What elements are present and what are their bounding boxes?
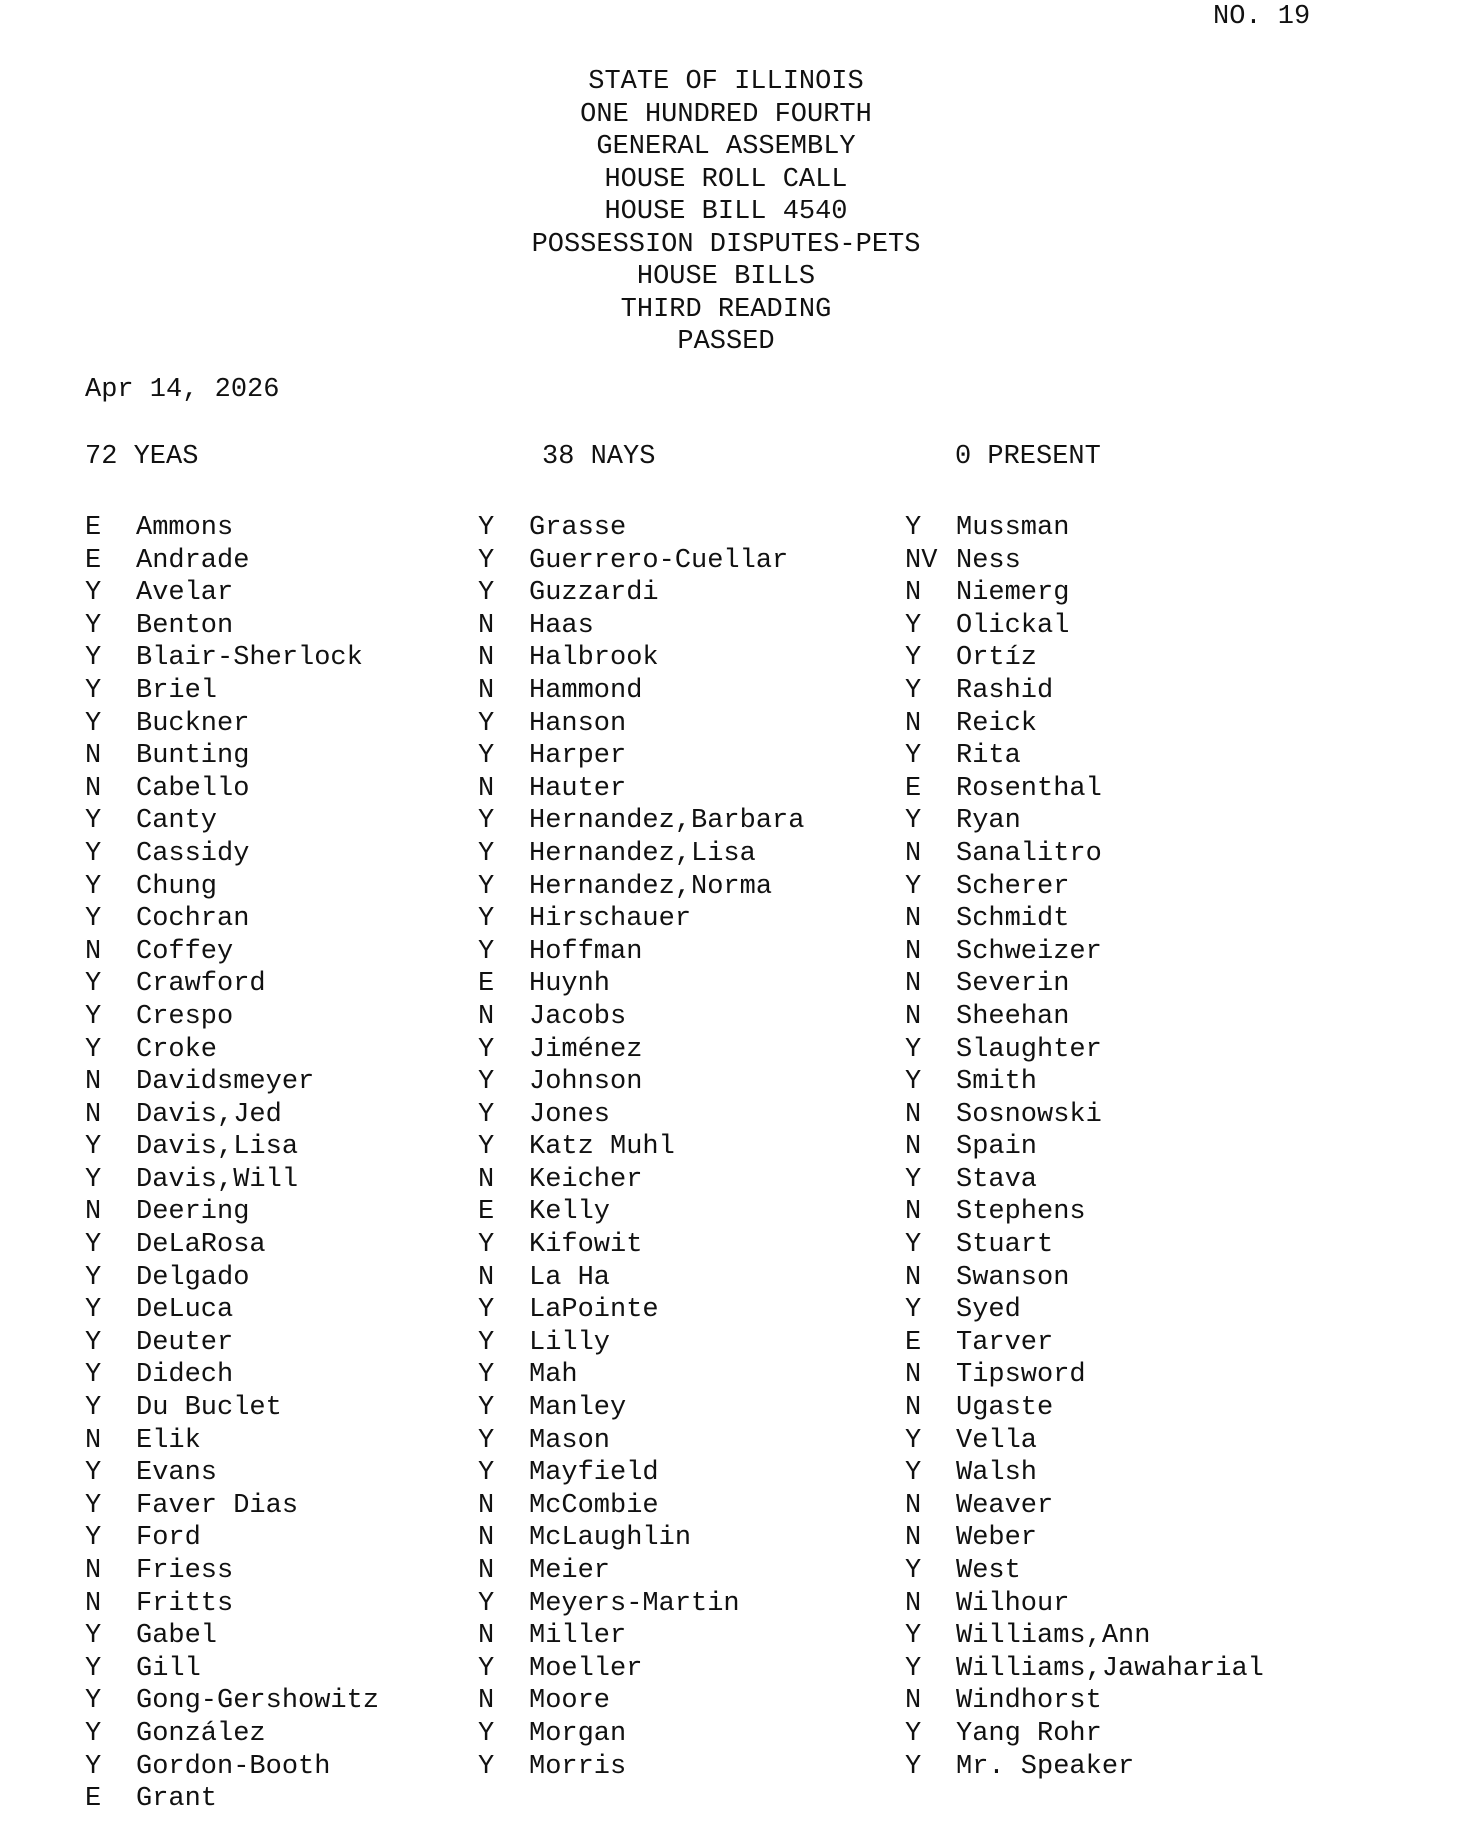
member-name: Benton: [136, 610, 234, 641]
vote-code: Y: [85, 871, 102, 902]
member-name: Cabello: [136, 773, 250, 804]
member-name: Reick: [956, 708, 1038, 739]
vote-code: E: [478, 1197, 495, 1228]
member-name: Rita: [956, 741, 1021, 772]
member-name: Andrade: [136, 545, 250, 576]
vote-code: N: [905, 1099, 922, 1130]
vote-code: N: [85, 936, 102, 967]
vote-code: N: [85, 773, 102, 804]
vote-code: Y: [85, 1621, 102, 1652]
vote-code: Y: [905, 1425, 922, 1456]
vote-code: N: [478, 1621, 495, 1652]
member-name: LaPointe: [529, 1295, 659, 1326]
vote-code: N: [478, 773, 495, 804]
member-name: Syed: [956, 1295, 1021, 1326]
member-name: Meyers-Martin: [529, 1588, 740, 1619]
vote-code: N: [905, 1490, 922, 1521]
vote-code: N: [905, 1197, 922, 1228]
vote-code: Y: [85, 1360, 102, 1391]
vote-code: N: [85, 741, 102, 772]
member-name: DeLuca: [136, 1295, 234, 1326]
present-count: 0 PRESENT: [955, 442, 1101, 472]
member-name: Crawford: [136, 969, 266, 1000]
member-name: Davis,Will: [136, 1164, 299, 1195]
vote-code: Y: [85, 1262, 102, 1293]
member-name: Katz Muhl: [529, 1132, 675, 1163]
vote-code: Y: [85, 1164, 102, 1195]
vote-code: Y: [85, 1718, 102, 1749]
member-name: Hirschauer: [529, 904, 692, 935]
member-name: Tipsword: [956, 1360, 1086, 1391]
vote-code: N: [478, 1490, 495, 1521]
vote-code: N: [905, 838, 922, 869]
vote-code: N: [905, 578, 922, 609]
member-name: Olickal: [956, 610, 1070, 641]
vote-code: Y: [478, 936, 495, 967]
member-name: Morgan: [529, 1718, 627, 1749]
vote-code: Y: [905, 871, 922, 902]
vote-code: N: [85, 1588, 102, 1619]
vote-code: Y: [85, 1034, 102, 1065]
yeas-count: 72 YEAS: [85, 442, 199, 472]
member-name: Jiménez: [529, 1034, 643, 1065]
member-name: Ness: [956, 545, 1021, 576]
vote-code: E: [85, 545, 102, 576]
member-name: Ford: [136, 1523, 201, 1554]
vote-code: E: [85, 1784, 102, 1815]
vote-code: Y: [478, 708, 495, 739]
member-name: Hauter: [529, 773, 627, 804]
member-name: Evans: [136, 1458, 218, 1489]
vote-code: Y: [478, 1360, 495, 1391]
member-name: Schweizer: [956, 936, 1102, 967]
member-name: Rosenthal: [956, 773, 1102, 804]
vote-code: Y: [905, 643, 922, 674]
document-number: NO. 19: [1213, 2, 1311, 32]
member-name: Faver Dias: [136, 1490, 299, 1521]
member-name: Mason: [529, 1425, 611, 1456]
nays-count: 38 NAYS: [542, 442, 656, 472]
member-name: Stephens: [956, 1197, 1086, 1228]
member-name: Moeller: [529, 1653, 643, 1684]
vote-code: N: [905, 1360, 922, 1391]
vote-code: Y: [85, 969, 102, 1000]
vote-code: Y: [478, 741, 495, 772]
member-name: Spain: [956, 1132, 1038, 1163]
vote-code: N: [905, 1132, 922, 1163]
vote-code: Y: [478, 871, 495, 902]
vote-code: Y: [905, 1230, 922, 1261]
member-name: Wilhour: [956, 1588, 1070, 1619]
roll-call-header: [0, 66, 1452, 359]
vote-code: Y: [478, 1132, 495, 1163]
member-name: Morris: [529, 1751, 627, 1782]
vote-code: Y: [85, 1751, 102, 1782]
vote-code: Y: [905, 513, 922, 543]
member-name: Harper: [529, 741, 627, 772]
vote-code: Y: [478, 1458, 495, 1489]
vote-code: Y: [85, 1001, 102, 1032]
vote-code: Y: [905, 675, 922, 706]
vote-code: Y: [85, 1490, 102, 1521]
member-name: Weaver: [956, 1490, 1054, 1521]
vote-code: Y: [478, 1034, 495, 1065]
member-name: West: [956, 1556, 1021, 1586]
vote-code: NV: [905, 545, 938, 576]
member-name: Hernandez,Barbara: [529, 806, 805, 837]
vote-code: Y: [85, 1230, 102, 1261]
vote-code: Y: [905, 1067, 922, 1098]
member-name: Hammond: [529, 675, 643, 706]
member-name: Davidsmeyer: [136, 1067, 315, 1098]
vote-code: Y: [85, 806, 102, 837]
vote-code: Y: [478, 1751, 495, 1782]
member-name: Du Buclet: [136, 1393, 282, 1424]
member-name: Davis,Jed: [136, 1099, 282, 1130]
vote-code: Y: [85, 1132, 102, 1163]
member-name: Friess: [136, 1556, 234, 1586]
vote-code: Y: [478, 1393, 495, 1424]
vote-code: Y: [85, 1393, 102, 1424]
member-name: Cochran: [136, 904, 250, 935]
member-name: Hoffman: [529, 936, 643, 967]
member-name: Smith: [956, 1067, 1038, 1098]
member-name: Jacobs: [529, 1001, 627, 1032]
vote-code: N: [478, 1556, 495, 1586]
member-name: Briel: [136, 675, 218, 706]
vote-code: Y: [478, 1067, 495, 1098]
vote-code: N: [85, 1067, 102, 1098]
member-name: Sanalitro: [956, 838, 1102, 869]
vote-code: Y: [478, 1099, 495, 1130]
vote-code: N: [85, 1556, 102, 1586]
member-name: DeLaRosa: [136, 1230, 266, 1261]
vote-code: Y: [905, 1458, 922, 1489]
member-name: Vella: [956, 1425, 1038, 1456]
header-assembly-number: ONE HUNDRED FOURTH: [580, 99, 872, 130]
member-name: Mr. Speaker: [956, 1751, 1135, 1782]
member-name: Sosnowski: [956, 1099, 1102, 1130]
member-name: McLaughlin: [529, 1523, 692, 1554]
member-name: Niemerg: [956, 578, 1070, 609]
header-bill-title: POSSESSION DISPUTES-PETS: [531, 229, 921, 260]
member-name: Coffey: [136, 936, 234, 967]
vote-code: E: [478, 969, 495, 1000]
vote-code: Y: [85, 578, 102, 609]
vote-code: Y: [478, 1327, 495, 1358]
member-name: Mussman: [956, 513, 1070, 543]
member-name: Kifowit: [529, 1230, 643, 1261]
vote-code: N: [85, 1197, 102, 1228]
member-name: Fritts: [136, 1588, 234, 1619]
vote-code: N: [478, 1523, 495, 1554]
member-name: Miller: [529, 1621, 627, 1652]
header-roll-call: HOUSE ROLL CALL: [604, 164, 848, 195]
vote-code: N: [905, 1588, 922, 1619]
header-bill-type: HOUSE BILLS: [636, 262, 816, 292]
header-general-assembly: GENERAL ASSEMBLY: [596, 132, 856, 162]
member-name: Crespo: [136, 1001, 234, 1032]
member-name: Ortíz: [956, 643, 1038, 674]
vote-code: N: [905, 969, 922, 1000]
member-name: Ryan: [956, 806, 1021, 837]
vote-code: N: [905, 708, 922, 739]
member-name: Slaughter: [956, 1034, 1102, 1065]
member-name: Deuter: [136, 1327, 234, 1358]
vote-code: Y: [478, 545, 495, 576]
member-name: Guzzardi: [529, 578, 659, 609]
member-name: Stava: [956, 1164, 1038, 1195]
member-name: Gill: [136, 1653, 201, 1684]
member-name: Williams,Ann: [956, 1621, 1151, 1652]
vote-code: Y: [905, 1621, 922, 1652]
vote-code: Y: [905, 1295, 922, 1326]
header-state: STATE OF ILLINOIS: [588, 67, 864, 97]
member-name: Cassidy: [136, 838, 250, 869]
vote-code: Y: [905, 610, 922, 641]
member-name: Ugaste: [956, 1393, 1054, 1424]
member-name: Hanson: [529, 708, 627, 739]
member-name: Keicher: [529, 1164, 643, 1195]
member-name: Ammons: [136, 513, 234, 543]
vote-code: Y: [85, 1653, 102, 1684]
member-name: Hernandez,Lisa: [529, 838, 756, 869]
member-name: Gordon-Booth: [136, 1751, 331, 1782]
member-name: Scherer: [956, 871, 1070, 902]
member-name: Haas: [529, 610, 594, 641]
member-name: Meier: [529, 1556, 611, 1586]
member-name: Mah: [529, 1360, 578, 1391]
member-name: Jones: [529, 1099, 611, 1130]
vote-code: Y: [905, 1751, 922, 1782]
member-name: Rashid: [956, 675, 1054, 706]
member-name: Walsh: [956, 1458, 1038, 1489]
vote-code: N: [905, 1393, 922, 1424]
member-name: La Ha: [529, 1262, 611, 1293]
header-result: PASSED: [677, 327, 775, 357]
vote-code: Y: [905, 1556, 922, 1586]
member-name: Swanson: [956, 1262, 1070, 1293]
vote-code: N: [478, 1262, 495, 1293]
vote-code: Y: [478, 806, 495, 837]
vote-code: Y: [905, 1653, 922, 1684]
member-name: Yang Rohr: [956, 1718, 1102, 1749]
vote-code: Y: [85, 643, 102, 674]
member-name: Canty: [136, 806, 218, 837]
vote-code: N: [905, 904, 922, 935]
member-name: Hernandez,Norma: [529, 871, 773, 902]
member-name: Sheehan: [956, 1001, 1070, 1032]
header-bill-number: HOUSE BILL 4540: [604, 197, 848, 227]
vote-code: N: [478, 643, 495, 674]
member-name: Windhorst: [956, 1686, 1102, 1717]
member-name: Weber: [956, 1523, 1038, 1554]
member-name: Buckner: [136, 708, 250, 739]
vote-code: N: [85, 1425, 102, 1456]
vote-code: Y: [478, 1425, 495, 1456]
member-name: Manley: [529, 1393, 627, 1424]
member-name: McCombie: [529, 1490, 659, 1521]
vote-code: N: [478, 675, 495, 706]
vote-code: Y: [478, 838, 495, 869]
vote-code: N: [478, 1001, 495, 1032]
member-name: Deering: [136, 1197, 250, 1228]
vote-code: Y: [85, 1327, 102, 1358]
member-name: Guerrero-Cuellar: [529, 545, 789, 576]
vote-code: N: [905, 1262, 922, 1293]
vote-code: Y: [85, 1458, 102, 1489]
member-name: Schmidt: [956, 904, 1070, 935]
member-name: Chung: [136, 871, 218, 902]
vote-code: N: [478, 610, 495, 641]
member-name: Croke: [136, 1034, 218, 1065]
vote-code: N: [478, 1164, 495, 1195]
vote-code: Y: [478, 578, 495, 609]
vote-code: Y: [85, 1523, 102, 1554]
member-name: Kelly: [529, 1197, 611, 1228]
vote-code: Y: [478, 1295, 495, 1326]
vote-code: Y: [85, 675, 102, 706]
vote-code: E: [85, 513, 102, 543]
member-name: Grasse: [529, 513, 627, 543]
vote-code: Y: [478, 1588, 495, 1619]
member-name: Elik: [136, 1425, 201, 1456]
member-name: Severin: [956, 969, 1070, 1000]
vote-code: Y: [478, 1653, 495, 1684]
member-name: Didech: [136, 1360, 234, 1391]
vote-code: N: [905, 1686, 922, 1717]
member-name: Huynh: [529, 969, 611, 1000]
vote-code: Y: [905, 1034, 922, 1065]
vote-code: Y: [905, 1164, 922, 1195]
vote-code: Y: [478, 1230, 495, 1261]
vote-code: Y: [85, 904, 102, 935]
vote-code: E: [905, 773, 922, 804]
member-name: Gong-Gershowitz: [136, 1686, 380, 1717]
member-name: Davis,Lisa: [136, 1132, 299, 1163]
member-name: Gabel: [136, 1621, 218, 1652]
vote-code: Y: [478, 1718, 495, 1749]
vote-code: Y: [85, 1686, 102, 1717]
vote-date: Apr 14, 2026: [85, 375, 280, 405]
member-name: Bunting: [136, 741, 250, 772]
vote-code: Y: [85, 838, 102, 869]
member-name: Stuart: [956, 1230, 1054, 1261]
vote-code: N: [905, 936, 922, 967]
member-name: Halbrook: [529, 643, 659, 674]
vote-code: N: [85, 1099, 102, 1130]
member-name: Johnson: [529, 1067, 643, 1098]
member-name: González: [136, 1718, 266, 1749]
member-name: Mayfield: [529, 1458, 659, 1489]
member-name: Tarver: [956, 1327, 1054, 1358]
vote-code: Y: [85, 610, 102, 641]
vote-code: N: [905, 1523, 922, 1554]
member-name: Lilly: [529, 1327, 611, 1358]
vote-code: Y: [478, 904, 495, 935]
member-name: Grant: [136, 1784, 218, 1815]
member-name: Blair-Sherlock: [136, 643, 363, 674]
vote-code: Y: [85, 708, 102, 739]
member-name: Avelar: [136, 578, 234, 609]
vote-code: Y: [905, 1718, 922, 1749]
member-name: Moore: [529, 1686, 611, 1717]
vote-code: E: [905, 1327, 922, 1358]
vote-code: Y: [905, 806, 922, 837]
header-reading: THIRD READING: [620, 294, 832, 325]
vote-code: Y: [478, 513, 495, 543]
vote-code: N: [905, 1001, 922, 1032]
member-name: Delgado: [136, 1262, 250, 1293]
vote-code: N: [478, 1686, 495, 1717]
vote-code: Y: [85, 1295, 102, 1326]
vote-code: Y: [905, 741, 922, 772]
member-name: Williams,Jawaharial: [956, 1653, 1264, 1684]
